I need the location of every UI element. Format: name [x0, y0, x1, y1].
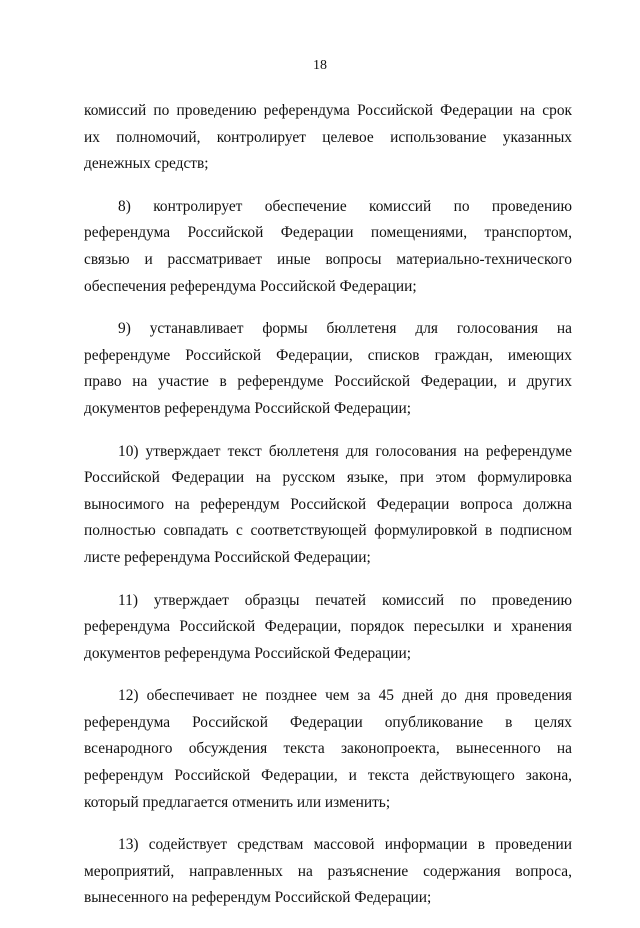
text-line: документов референдума Российской Федерации;: [84, 644, 411, 662]
text-line: право на участие в референдуме Российской Федерации, и других: [84, 373, 572, 391]
text-line: 10) утверждает текст бюллетеня для голосования на референдуме: [118, 442, 572, 460]
paragraph-item-10: [84, 439, 572, 572]
text-line: референдума Российской Федерации помещениями, транспортом,: [84, 224, 572, 242]
text-line: 8) контролирует обеспечение комиссий по проведению: [118, 197, 572, 215]
text-line: 11) утверждает образцы печатей комиссий по проведению: [118, 591, 572, 609]
text-line: 9) устанавливает формы бюллетеня для голосования на: [118, 320, 572, 338]
document-body: [84, 98, 572, 928]
text-line: связью и рассматривает иные вопросы материально-технического: [84, 250, 572, 268]
text-line: вынесенного на референдум Российской Федерации;: [84, 889, 432, 907]
text-line: обеспечения референдума Российской Федерации;: [84, 277, 417, 295]
text-line: их полномочий, контролирует целевое использование указанных: [84, 128, 572, 146]
text-line: референдума Российской Федерации опубликование в целях: [84, 713, 572, 731]
text-line: референдуме Российской Федерации, списков граждан, имеющих: [84, 346, 572, 364]
text-line: документов референдума Российской Федерации;: [84, 399, 411, 417]
paragraph-continuation: [84, 98, 572, 178]
text-line: 12) обеспечивает не позднее чем за 45 дней до дня проведения: [118, 687, 572, 705]
paragraph-item-9: [84, 316, 572, 422]
page-number: 18: [313, 58, 327, 73]
text-line: листе референдума Российской Федерации;: [84, 548, 371, 566]
text-line: референдум Российской Федерации, и текста действующего закона,: [84, 767, 572, 785]
text-line: полностью совпадать с соответствующей формулировкой в подписном: [84, 522, 572, 540]
text-line: который предлагается отменить или изменить;: [84, 793, 391, 811]
text-line: мероприятий, направленных на разъяснение содержания вопроса,: [84, 862, 572, 880]
paragraph-item-8: [84, 194, 572, 300]
text-line: всенародного обсуждения текста законопроекта, вынесенного на: [84, 740, 572, 758]
text-line: референдума Российской Федерации, порядок пересылки и хранения: [84, 618, 572, 636]
text-line: денежных средств;: [84, 155, 209, 173]
text-line: 13) содействует средствам массовой информации в проведении: [118, 836, 572, 854]
paragraph-item-13: [84, 832, 572, 912]
paragraph-item-12: [84, 683, 572, 816]
paragraph-item-11: [84, 588, 572, 668]
text-line: комиссий по проведению референдума Российской Федерации на срок: [84, 102, 572, 119]
text-line: выносимого на референдум Российской Федерации вопроса должна: [84, 495, 572, 513]
text-line: Российской Федерации на русском языке, при этом формулировка: [84, 469, 572, 487]
